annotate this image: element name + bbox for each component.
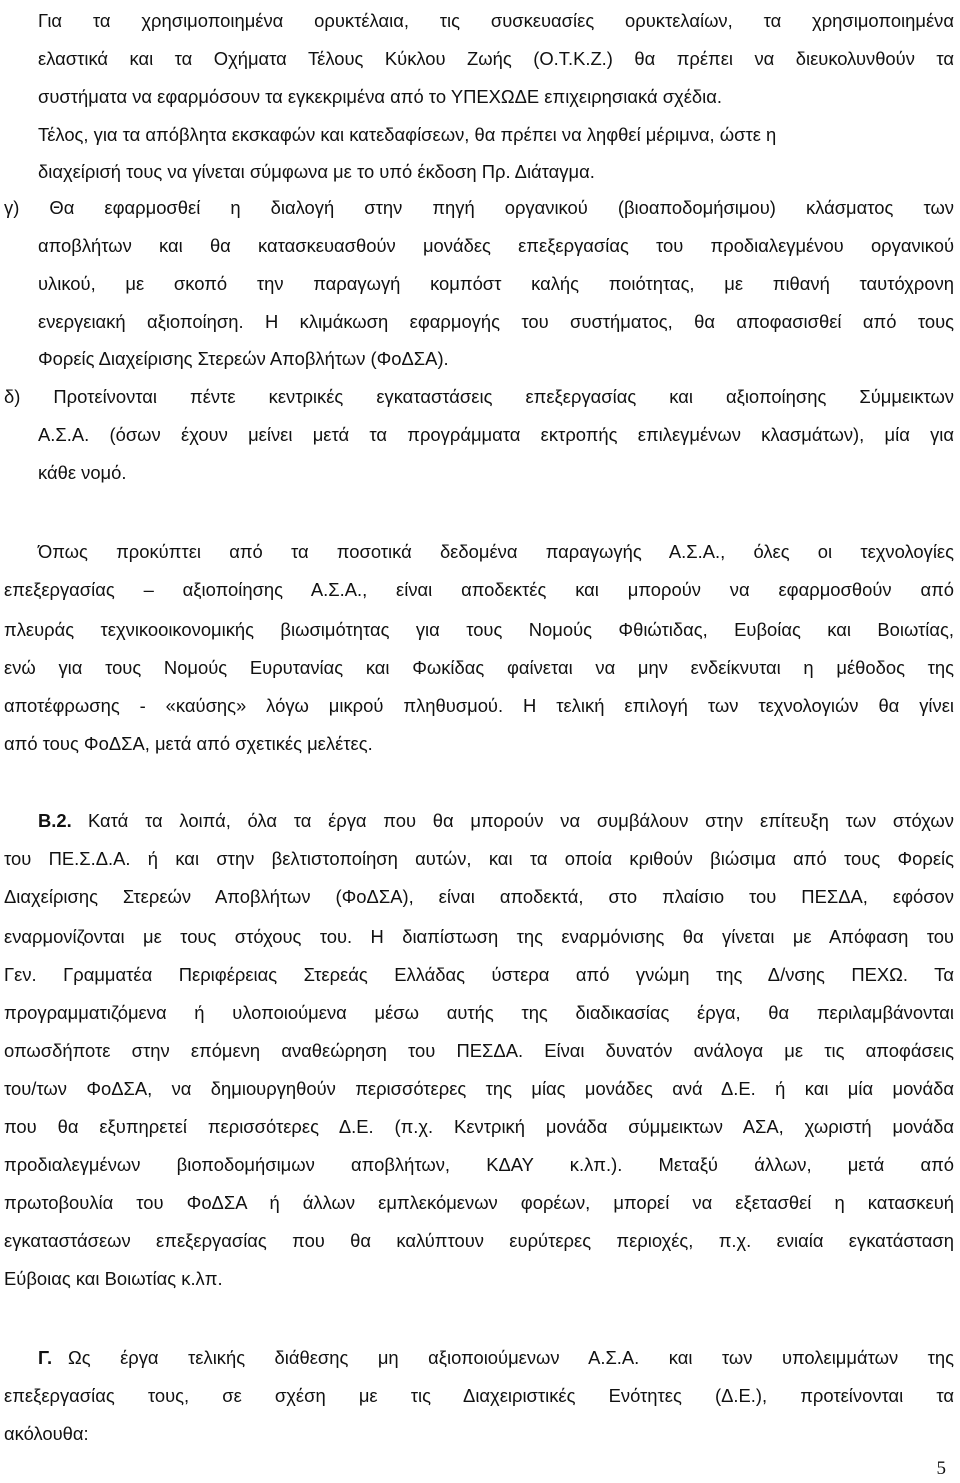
- text-line: προδιαλεγμένων βιοποδομήσιμων αποβλήτων, ΚΔΑΥ κ.λπ.). Μεταξύ άλλων, μετά από: [4, 1154, 954, 1175]
- text-line: κάθε νομό.: [38, 462, 127, 483]
- text-line: ενώ για τους Νομούς Ευρυτανίας και Φωκίδας φαίνεται να μην ενδείκνυται η μέθοδος της: [4, 657, 954, 678]
- text-line: επεξεργασίας – αξιοποίησης Α.Σ.Α., είναι αποδεκτές και μπορούν να εφαρμοσθούν από: [4, 579, 954, 600]
- text-line: του ΠΕ.Σ.Δ.Α. ή και στην βελτιστοποίηση αυτών, και τα οποία κριθούν βιώσιμα από τους Φορείς: [4, 848, 954, 869]
- text-line: αποβλήτων και θα κατασκευασθούν μονάδες επεξεργασίας του προδιαλεγμένου οργανικού: [38, 235, 954, 256]
- text-line: ελαστικά και τα Οχήματα Τέλους Κύκλου Ζωής (Ο.Τ.Κ.Ζ.) θα πρέπει να διευκολυνθούν τα: [38, 48, 954, 69]
- list-item-g-line: γ) Θα εφαρμοσθεί η διαλογή στην πηγή οργανικού (βιοαποδομήσιμου) κλάσματος των: [4, 197, 954, 218]
- text-line: Όπως προκύπτει από τα ποσοτικά δεδομένα παραγωγής Α.Σ.Α., όλες οι τεχνολογίες: [38, 541, 954, 562]
- page-number: 5: [936, 1458, 946, 1479]
- text-line: υλικού, με σκοπό την παραγωγή κομπόστ καλής ποιότητας, με πιθανή ταυτόχρονη: [38, 273, 954, 294]
- section-heading-b2: Β.2.: [38, 810, 72, 831]
- text-line: διαχείρισή τους να γίνεται σύμφωνα με το υπό έκδοση Πρ. Διάταγμα.: [38, 161, 595, 182]
- text-line: εγκαταστάσεων επεξεργασίας που θα καλύπτουν ευρύτερες περιοχές, π.χ. ενιαία εγκατάσταση: [4, 1230, 954, 1251]
- text-line: Εύβοιας και Βοιωτίας κ.λπ.: [4, 1268, 223, 1289]
- text-line: του/των ΦοΔΣΑ, να δημιουργηθούν περισσότερες της μίας μονάδες ανά Δ.Ε. ή και μία μονάδα: [4, 1078, 954, 1099]
- text-line: προγραμματιζόμενα ή υλοποιούμενα μέσω αυτής της διαδικασίας έργα, θα περιλαμβάνονται: [4, 1002, 954, 1023]
- text-line: Για τα χρησιμοποιημένα ορυκτέλαια, τις συσκευασίες ορυκτελαίων, τα χρησιμοποιημένα: [38, 10, 954, 31]
- text-line: επεξεργασίας τους, σε σχέση με τις Διαχειριστικές Ενότητες (Δ.Ε.), προτείνονται τα: [4, 1385, 954, 1406]
- text-line: Ως έργα τελικής διάθεσης μη αξιοποιούμενων Α.Σ.Α. και των υπολειμμάτων της: [68, 1347, 954, 1368]
- text-line: αποτέφρωσης - «καύσης» λόγω μικρού πληθυσμού. Η τελική επιλογή των τεχνολογιών θα γίνει: [4, 695, 954, 716]
- text-line: Α.Σ.Α. (όσων έχουν μείνει μετά τα προγράμματα εκτροπής επιλεγμένων κλασμάτων), μία για: [38, 424, 954, 445]
- text-line: ενεργειακή αξιοποίηση. Η κλιμάκωση εφαρμογής του συστήματος, θα αποφασισθεί από τους: [38, 311, 954, 332]
- text-line: Διαχείρισης Στερεών Αποβλήτων (ΦοΔΣΑ), είναι αποδεκτά, στο πλαίσιο του ΠΕΣΔΑ, εφόσον: [4, 886, 954, 907]
- text-line: συστήματα να εφαρμόσουν τα εγκεκριμένα από το ΥΠΕΧΩΔΕ επιχειρησιακά σχέδια.: [38, 86, 722, 107]
- list-item-d-line: δ) Προτείνονται πέντε κεντρικές εγκαταστάσεις επεξεργασίας και αξιοποίησης Σύμμεικτων: [4, 386, 954, 407]
- text-line: πρωτοβουλία του ΦοΔΣΑ ή άλλων εμπλεκόμενων φορέων, μπορεί να εξετασθεί η κατασκευή: [4, 1192, 954, 1213]
- text-line: από τους ΦοΔΣΑ, μετά από σχετικές μελέτες.: [4, 733, 373, 754]
- text-line: ακόλουθα:: [4, 1423, 89, 1444]
- text-line: Φορείς Διαχείρισης Στερεών Αποβλήτων (ΦοΔΣΑ).: [38, 348, 449, 369]
- text-line: πλευράς τεχνικοοικονομικής βιωσιμότητας για τους Νομούς Φθιώτιδας, Ευβοίας και Βοιωτίας,: [4, 619, 954, 640]
- text-line: Τέλος, για τα απόβλητα εκσκαφών και κατεδαφίσεων, θα πρέπει να ληφθεί μέριμνα, ώστε η: [38, 124, 777, 145]
- text-line: εναρμονίζονται με τους στόχους του. Η διαπίστωση της εναρμόνισης θα γίνεται με Απόφαση του: [4, 926, 954, 947]
- text-line: Γεν. Γραμματέα Περιφέρειας Στερεάς Ελλάδας ύστερα από γνώμη της Δ/νσης ΠΕΧΩ. Τα: [4, 964, 954, 985]
- section-heading-c: Γ.: [38, 1347, 53, 1368]
- text-line: Κατά τα λοιπά, όλα τα έργα που θα μπορούν να συμβάλουν στην επίτευξη των στόχων: [88, 810, 954, 831]
- text-line: που θα εξυπηρετεί περισσότερες Δ.Ε. (π.χ. Κεντρική μονάδα σύμμεικτων ΑΣΑ, χωριστή μονάδα: [4, 1116, 954, 1137]
- text-line: οπωσδήποτε στην επόμενη αναθεώρηση του ΠΕΣΔΑ. Είναι δυνατόν ανάλογα με τις αποφάσεις: [4, 1040, 954, 1061]
